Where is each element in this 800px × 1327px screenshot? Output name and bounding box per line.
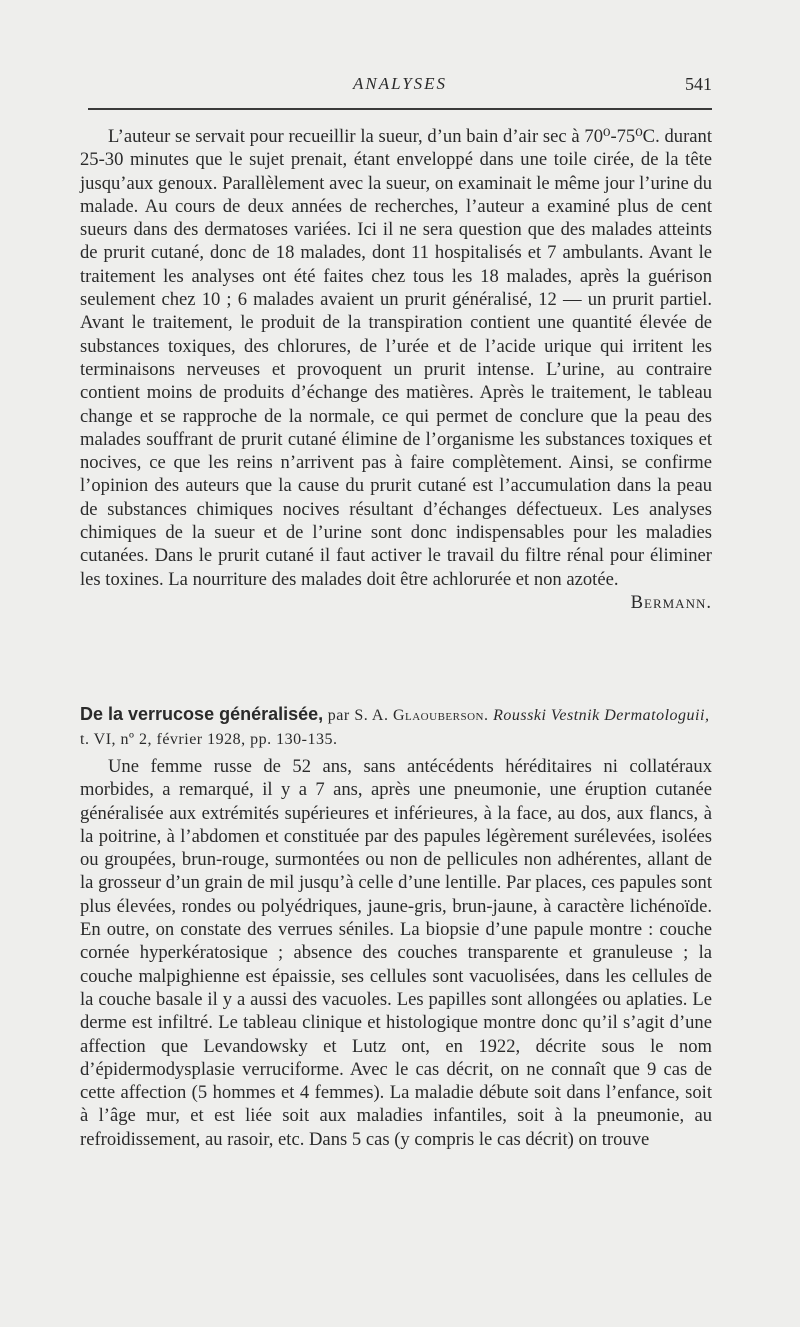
journal-name: Rousski Vestnik Dermatologuii,: [493, 707, 710, 724]
running-head: [88, 74, 712, 100]
review-2-heading: [80, 703, 712, 752]
review-1-body: L’auteur se servait pour recueillir la sueur, d’un bain d’air sec à 70⁰-75⁰C. durant 25-30 minutes que le sujet prenait, étant enveloppé dans une toile cirée, de la tête jusqu’aux genoux. Parallèlement avec la sueur, on examinait le même jour l’urine du malade. Au cours de deux années de recherches, l’auteur a examiné plus de cent sueurs dans des dermatoses variées. Ici il ne sera question que des malades atteints de prurit cutané, donc de 18 malades, dont 11 hospitalisés et 7 ambulants. Avant le traitement les analyses ont été faites chez tous les 18 malades, après la guérison seulement chez 10 ; 6 malades avaient un prurit généralisé, 12 — un prurit partiel. Avant le traitement, le produit de la transpiration contient une quantité élevée de substances toxiques, des chlorures, de l’urée et de l’acide urique qui irritent les terminaisons nerveuses et provoquent un prurit intense. L’urine, au contraire contient moins de produits d’échange des matières. Après le traitement, le tableau change et se rapproche de la normale, ce qui permet de conclure que la peau des malades souffrant de prurit cutané élimine de l’organisme les substances toxiques et nocives, ce que les reins n’arrivent pas à faire complètement. Ainsi, se confirme l’opinion des auteurs que la cause du prurit cutané est l’accumulation dans la peau de substances chimiques nocives résultant d’échanges défectueux. Les analyses chimiques de la sueur et de l’urine sont donc indispensables pour les maladies cutanées. Dans le prurit cutané il faut activer le travail du filtre rénal pour éliminer les toxines. La nourriture des malades doit être achlorurée et non azotée.: [80, 126, 712, 590]
running-title: ANALYSES: [352, 74, 448, 93]
review-2: [80, 755, 712, 1151]
header-rule: [88, 108, 712, 110]
par-word: par: [327, 707, 350, 724]
review-1: [80, 125, 712, 614]
review-1-signature: Bermann.: [630, 591, 712, 613]
article-authors: S. A. Glaouberson.: [354, 707, 489, 724]
review-2-body: Une femme russe de 52 ans, sans antécédents héréditaires ni collatéraux morbides, a remarqué, il y a 7 ans, après une pneumonie, une éruption cutanée généralisée aux extrémités supérieures et inférieures, à la face, au dos, aux flancs, à la poitrine, à l’abdomen et constituée par des papules légèrement surélevées, isolées ou groupées, brun-rouge, surmontées ou non de pellicules non adhérentes, allant de la grosseur d’un grain de mil jusqu’à celle d’une lentille. Par places, ces papules sont plus élevées, rondes ou polyédriques, jaune-gris, brun-jaune, à caractère lichénoïde. En outre, on constate des verrues séniles. La biopsie d’une papule montre : couche cornée hyperkératosique ; absence des couches transparente et granuleuse ; la couche malpighienne est épaissie, ses cellules sont vacuolisées, dans les cellules de la couche basale il y a aussi des vacuoles. Les papilles sont allongées ou aplaties. Le derme est infiltré. Le tableau clinique et histologique montre donc qu’il s’agit d’une affection que Levandowsky et Lutz ont, en 1922, décrite sous le nom d’épidermodysplasie verruciforme. Avec le cas décrit, on ne connaît que 9 cas de cette affection (5 hommes et 4 femmes). La maladie débute soit dans l’enfance, soit à l’âge mur, et est liée soit aux maladies infantiles, soit à la pneumonie, au refroidissement, au rasoir, etc. Dans 5 cas (y compris le cas décrit) on trouve: [80, 756, 712, 1150]
journal-citation: t. VI, nº 2, février 1928, pp. 130-135.: [80, 731, 338, 749]
article-title: De la verrucose généralisée,: [80, 704, 324, 724]
page-number: 541: [685, 74, 712, 94]
